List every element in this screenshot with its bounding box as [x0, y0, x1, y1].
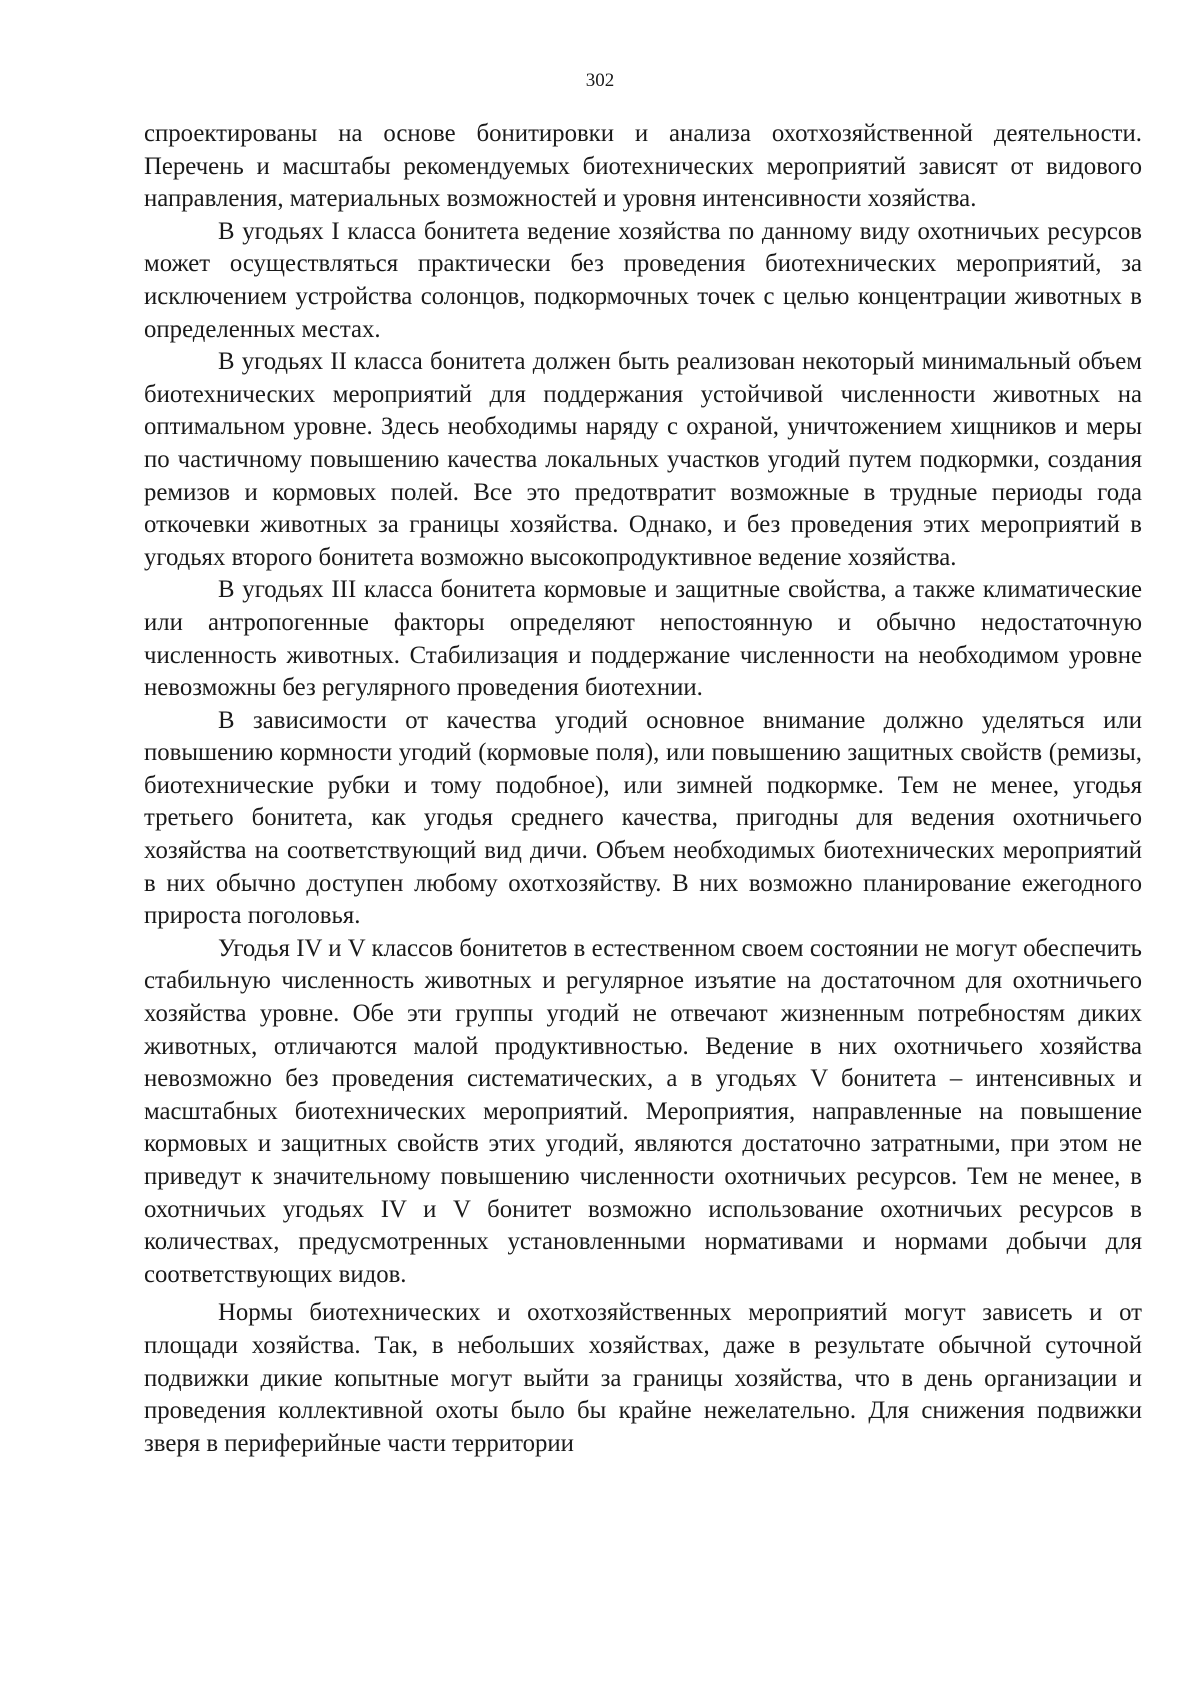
paragraph-6: Угодья IV и V классов бонитетов в естественном своем состоянии не могут обеспечить стабильную численность животных и регулярное изъятие на достаточном для охотничьего хозяйства уровне. Обе эти группы угодий не отвечают жизненным потребностям диких животных, отличаются малой продуктивностью. Ведение в них охотничьего хозяйства невозможно без проведения систематических, а в угодьях V бонитета – интенсивных и масштабных биотехнических мероприятий. Мероприятия, направленные на повышение кормовых и защитных свойств этих угодий, являются достаточно затратными, при этом не приведут к значительному повышению численности охотничьих ресурсов. Тем не менее, в охотничьих угодьях IV и V бонитет возможно использование охотничьих ресурсов в количествах, предусмотренных установленными нормативами и нормами добычи для соответствующих видов. [144, 934, 1142, 1288]
body-text [144, 118, 1142, 1460]
paragraph-7: Нормы биотехнических и охотхозяйственных мероприятий могут зависеть и от площади хозяйства. Так, в небольших хозяйствах, даже в результате обычной суточной подвижки дикие копытные могут выйти за границы хозяйства, что в день организации и проведения коллективной охоты было бы крайне нежелательно. Для снижения подвижки зверя в периферийные части территории [144, 1299, 1142, 1457]
paragraph-2: В угодьях I класса бонитета ведение хозяйства по данному виду охотничьих ресурсов может осуществляться практически без проведения биотехнических мероприятий, за исключением устройства солонцов, подкормочных точек с целью концентрации животных в определенных местах. [144, 217, 1142, 343]
paragraph-1: спроектированы на основе бонитировки и анализа охотхозяйственной деятельности. Перечень и масштабы рекомендуемых биотехнических мероприятий зависят от видового направления, материальных возможностей и уровня интенсивности хозяйства. [144, 120, 1142, 213]
paragraph-5: В зависимости от качества угодий основное внимание должно уделяться или повышению кормности угодий (кормовые поля), или повышению защитных свойств (ремизы, биотехнические рубки и тому подобное), или зимней подкормке. Тем не менее, угодья третьего бонитета, как угодья среднего качества, пригодны для ведения охотничьего хозяйства на соответствующий вид дичи. Объем необходимых биотехнических мероприятий в них обычно доступен любому охотхозяйству. В них возможно планирование ежегодного прироста поголовья. [144, 706, 1142, 930]
page-number: 302 [585, 70, 615, 91]
paragraph-3: В угодьях II класса бонитета должен быть реализован некоторый минимальный объем биотехнических мероприятий для поддержания устойчивой численности животных на оптимальном уровне. Здесь необходимы наряду с охраной, уничтожением хищников и меры по частичному повышению качества локальных участков угодий путем подкормки, создания ремизов и кормовых полей. Все это предотвратит возможные в трудные периоды года откочевки животных за границы хозяйства. Однако, и без проведения этих мероприятий в угодьях второго бонитета возможно высокопродуктивное ведение хозяйства. [144, 348, 1142, 571]
paragraph-4: В угодьях III класса бонитета кормовые и защитные свойства, а также климатические или антропогенные факторы определяют непостоянную и обычно недостаточную численность животных. Стабилизация и поддержание численности на необходимом уровне невозможны без регулярного проведения биотехнии. [144, 576, 1142, 702]
